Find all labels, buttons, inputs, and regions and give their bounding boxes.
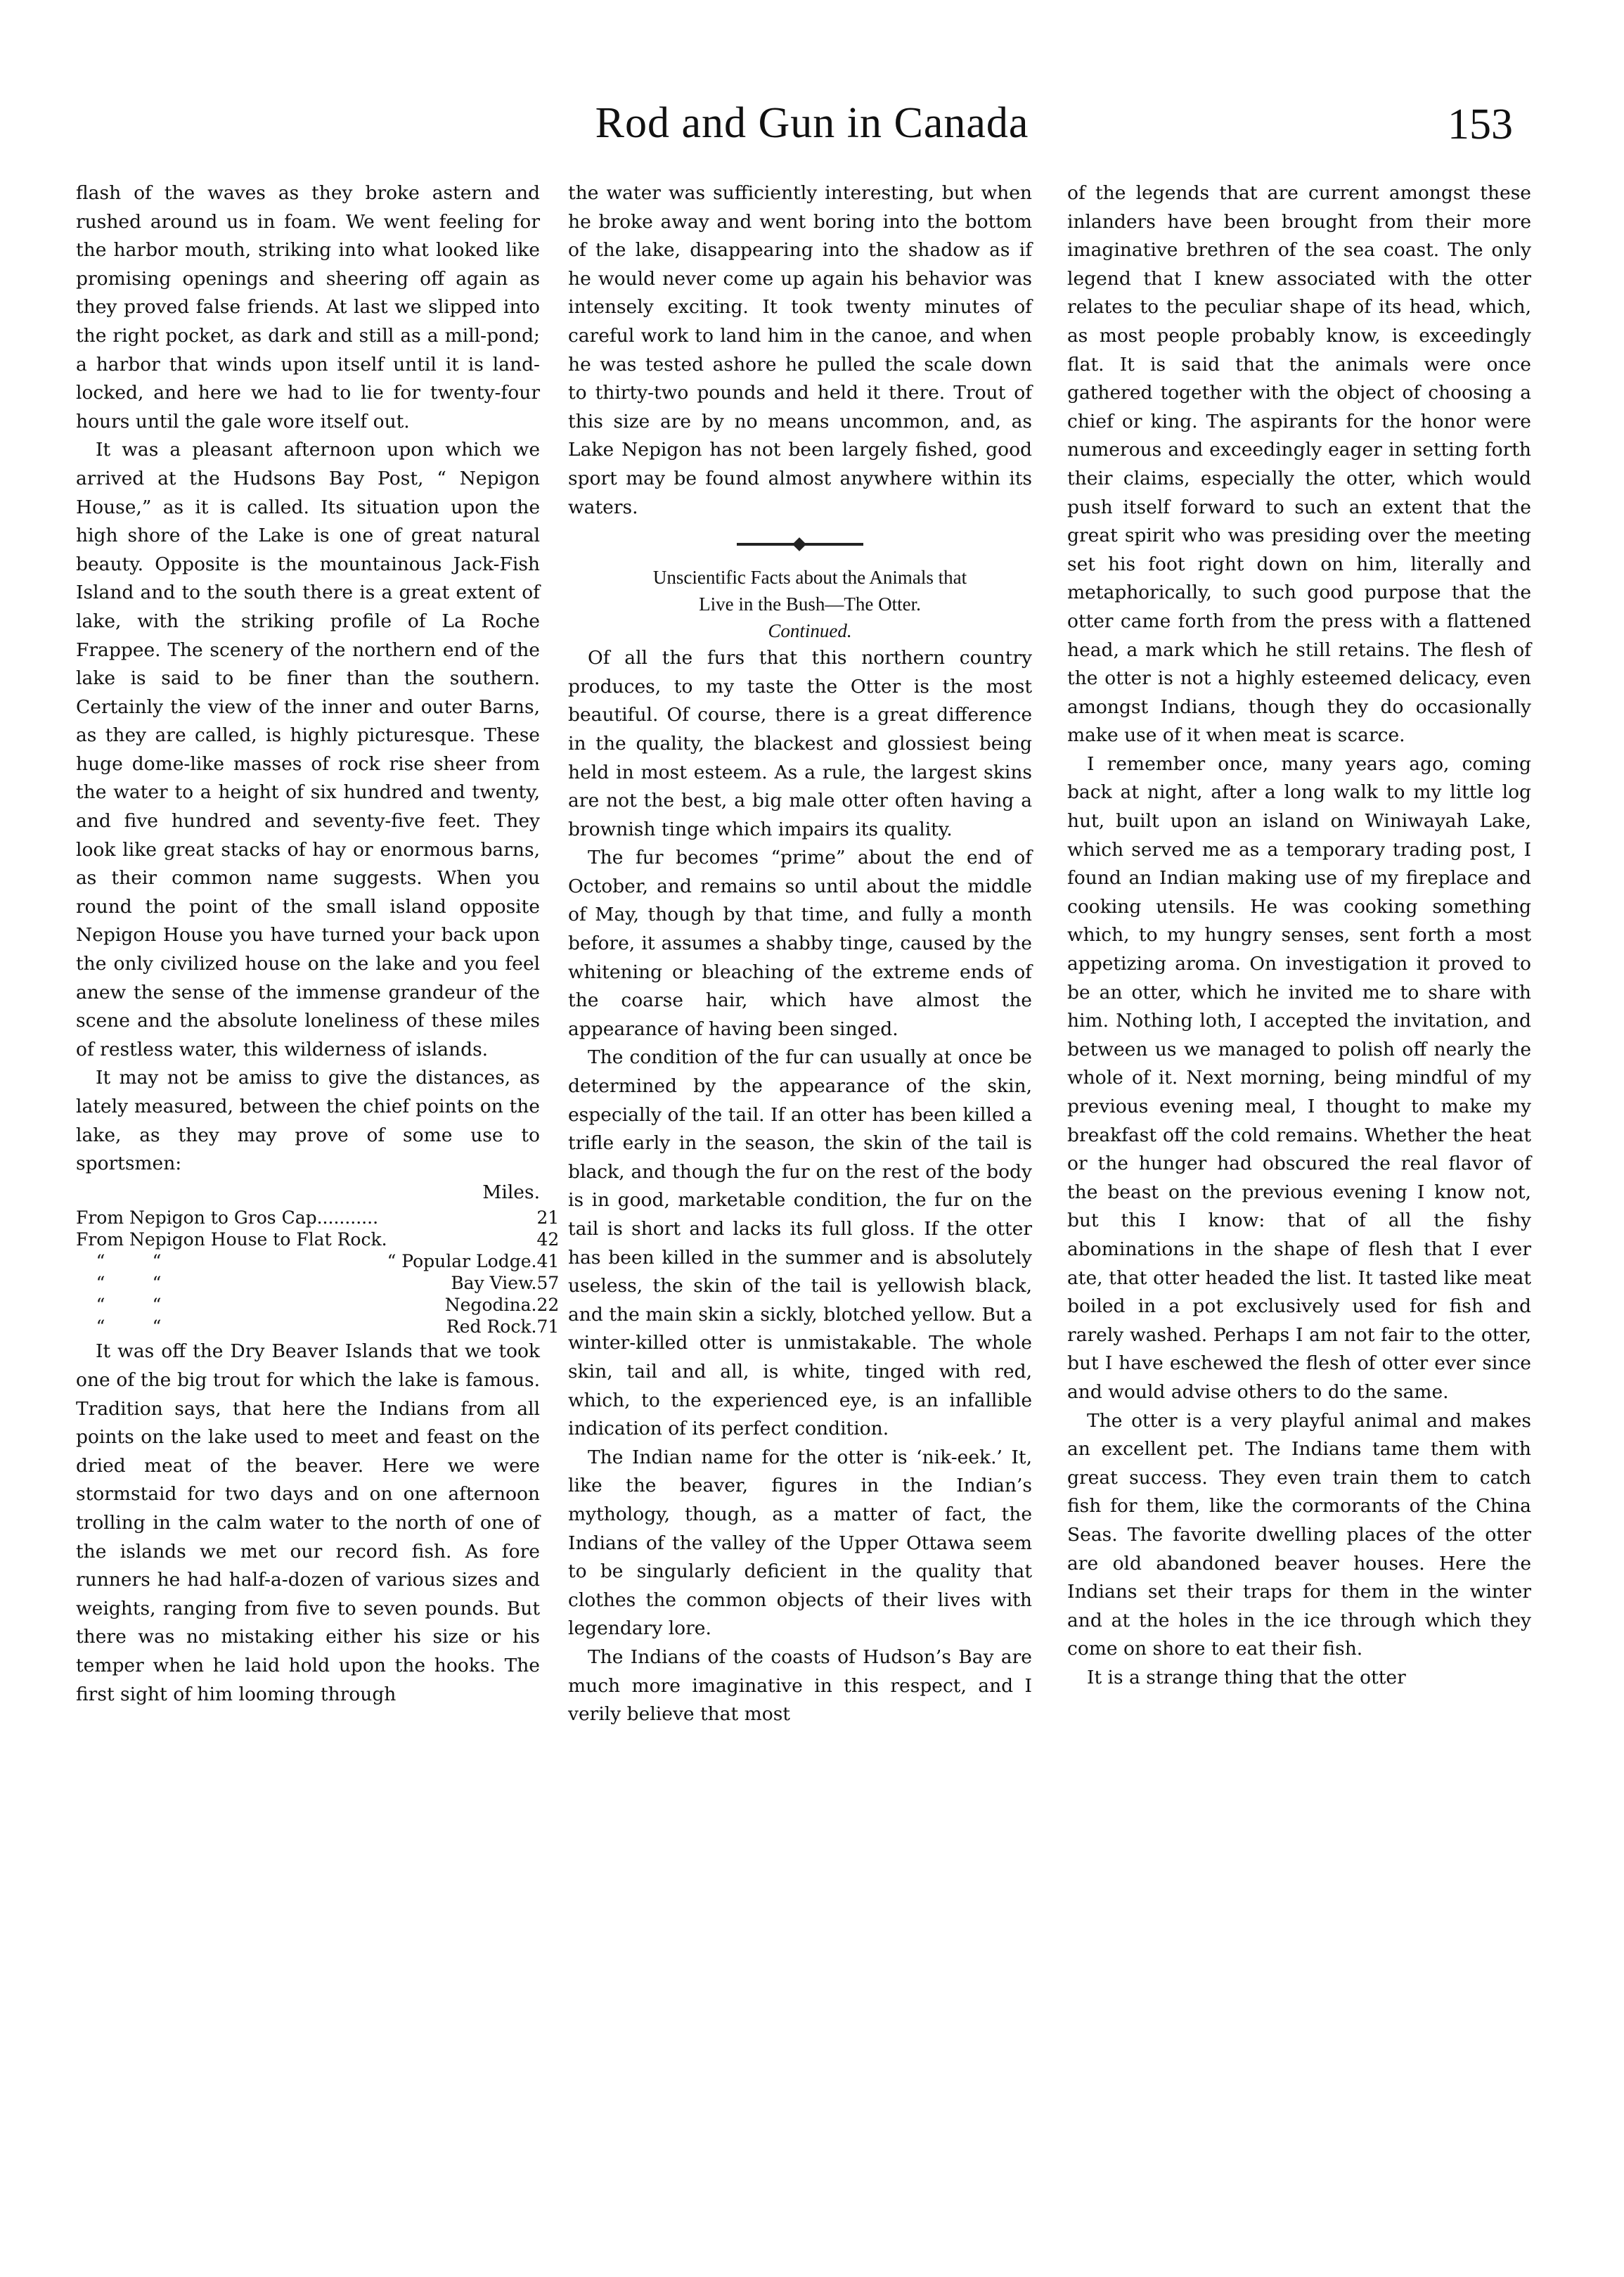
table-cell: “ “ bbox=[96, 1316, 162, 1338]
paragraph: of the legends that are current amongst these inlanders have been brought from their more imaginative brethren of the sea coast. The only legend that I knew associated with the otter relates to the peculiar shape of its head, which, as most people probably know, is exceedingly flat. It is said that the animals were once gathered together with the object of choosing a chief or king. The aspirants for the honor were numerous and exceedingly eager in setting forth their claims, especially the otter, which would push itself forward to such an extent that the great spirit who was presiding over the meeting set his foot right down on him, literally and metaphorically, to such good purpose that the otter came forth from the press with a flattened head, a mark which he still retains. The flesh of the otter is not a highly esteemed delicacy, even amongst Indians, though they do occasionally make use of it when meat is scarce. bbox=[1067, 182, 1531, 747]
paragraph: flash of the waves as they broke astern and rushed around us in foam. We went feeling for the harbor mouth, striking into what looked like promising openings and sheering off again as they proved false friends. At last we slipped into the right pocket, as dark and still as a mill-pond; a harbor that winds upon itself until it is land-locked, and here we had to lie for twenty-four hours until the gale wore itself out. bbox=[76, 182, 540, 432]
table-row bbox=[76, 1229, 559, 1250]
table-cell: Bay View. bbox=[451, 1273, 537, 1294]
paragraph: Of all the furs that this northern country produces, to my taste the Otter is the most beautiful. Of course, there is a great difference in the quality, the blackest and glossiest being held in most esteem. As a rule, the largest skins are not the best, a big male otter often having a brownish tinge which impairs its quality. bbox=[568, 647, 1032, 840]
paragraph: It was a pleasant afternoon upon which we arrived at the Hudsons Bay Post, “ Nepigon House,” as it is called. Its situation upon the high shore of the Lake is one of great natural beauty. Opposite is the mountainous Jack-Fish Island and to the south there is a great extent of lake, with the striking profile of La Roche Frappee. The scenery of the northern end of the lake is said to be finer than the southern. Certainly the view of the inner and outer Barns, as they are called, is highly picturesque. These huge dome-like masses of rock rise sheer from the water to a height of six hundred and twenty, and five hundred and seventy-five feet. They look like great stacks of hay or enormous barns, as their common name suggests. When you round the point of the small island opposite Nepigon House you have turned your back upon the only civilized house on the lake and you feel anew the sense of the immense grandeur of the scene and the absolute loneliness of these miles of restless water, this wilderness of islands. bbox=[76, 439, 540, 1060]
section-title: Unscientific Facts about the Animals that bbox=[652, 567, 967, 589]
paragraph: I remember once, many years ago, coming back at night, after a long walk to my little log hut, built upon an island on Winiwayah Lake, which served me as a temporary trading post, I found an Indian making use of my fireplace and cooking utensils. He was cooking something which, to my hungry senses, sent forth a most appetizing aroma. On investigation it proved to be an otter, which he invited me to share with him. Nothing loth, I accepted the invitation, and between us we managed to polish off nearly the whole of it. Next morning, being mindful of my previous evening meal, I thought to make my breakfast off the cold remains. Whether the heat or the hunger had obscured the real flavor of the beast on the previous evening I know not, but this I know: that of all the fishy abominations in the shape of flesh that I ever ate, that otter headed the list. It tasted like meat boiled in a pot exclusively used for fish and rarely washed. Perhaps I am not fair to the otter, but I have eschewed the flesh of otter ever since and would advise others to do the same. bbox=[1067, 752, 1531, 1403]
paragraph: the water was sufficiently interesting, but when he broke away and went boring into the bottom of the lake, disappearing into the shadow as if he would never come up again his behavior was intensely exciting. It took twenty minutes of careful work to land him in the canoe, and when he was tested ashore he pulled the scale down to thirty-two pounds and held it there. Trout of this size are by no means uncommon, and, as Lake Nepigon has not been largely fished, good sport may be found almost anywhere within its waters. bbox=[568, 182, 1032, 518]
table-cell: 21 bbox=[536, 1207, 560, 1229]
paragraph: The Indians of the coasts of Hudson’s Bay are much more imaginative in this respect, and I verily believe that most bbox=[568, 1646, 1032, 1726]
table-cell: “ “ bbox=[96, 1251, 162, 1272]
table-cell: From Nepigon to Gros Cap........... bbox=[76, 1207, 379, 1229]
table-cell: “ “ bbox=[96, 1273, 162, 1294]
distance-table bbox=[76, 1207, 559, 1338]
table-cell: 57 bbox=[536, 1273, 560, 1294]
paragraph: The otter is a very playful animal and makes an excellent pet. The Indians tame them with great success. They even train them to catch fish for them, like the cormorants of the China Seas. The favorite dwelling places of the otter are old abandoned beaver houses. Here the Indians set their traps for them in the winter and at the holes in the ice through which they come on shore to eat their fish. bbox=[1067, 1409, 1531, 1660]
table-row bbox=[76, 1316, 559, 1338]
table-cell bbox=[387, 1207, 537, 1229]
table-row bbox=[76, 1272, 559, 1294]
paragraph: The Indian name for the otter is ‘nik-eek.’ It, like the beaver, figures in the Indian’s mythology, though, as a matter of fact, the Indians of the valley of the Upper Ottawa seem to be singularly deficient in the quality that clothes the common objects of their lives with legendary lore. bbox=[568, 1446, 1032, 1640]
column-left bbox=[76, 179, 560, 1709]
journal-title: Rod and Gun in Canada bbox=[595, 99, 1029, 147]
table-row bbox=[76, 1207, 559, 1229]
table-cell: 41 bbox=[536, 1251, 560, 1272]
table-row bbox=[76, 1250, 559, 1272]
section-divider bbox=[737, 543, 863, 546]
table-cell: 22 bbox=[536, 1295, 560, 1316]
miles-heading: Miles. bbox=[482, 1181, 540, 1203]
table-cell: Red Rock. bbox=[446, 1316, 537, 1338]
paragraph: It is a strange thing that the otter bbox=[1087, 1666, 1406, 1688]
paragraph: The condition of the fur can usually at once be determined by the appearance of the skin, especially of the tail. If an otter has been killed a trifle early in the season, the skin of the tail is black, and though the fur on the rest of the body is in good, marketable condition, the fur on the tail is short and lacks its full gloss. If the otter has been killed in the summer and is absolutely useless, the skin of the tail is yellowish black, and the main skin a sickly, blotched yellow. But a winter-killed otter is unmistakable. The whole skin, tail and all, is white, tinged with red, which, to the experienced eye, is an infallible indication of its perfect condition. bbox=[568, 1046, 1032, 1440]
section-subtitle: Continued. bbox=[768, 620, 852, 642]
table-cell: “ “ bbox=[96, 1295, 162, 1316]
page-number: 153 bbox=[1448, 101, 1513, 148]
table-cell: Negodina. bbox=[444, 1295, 537, 1316]
table-cell: 71 bbox=[536, 1316, 560, 1338]
section-title: Live in the Bush—The Otter. bbox=[699, 594, 921, 615]
table-cell bbox=[387, 1229, 537, 1250]
table-cell: “ Popular Lodge. bbox=[387, 1251, 537, 1272]
paragraph: It may not be amiss to give the distances, as lately measured, between the chief points on the lake, as they may prove of some use to sportsmen: bbox=[76, 1067, 540, 1175]
paragraph: The fur becomes “prime” about the end of October, and remains so until about the middle of May, though by that time, and fully a month before, it assumes a shabby tinge, caused by the whitening or bleaching of the extreme ends of the coarse hair, which have almost the appearance of having been singed. bbox=[568, 847, 1032, 1040]
column-middle bbox=[568, 179, 1032, 1729]
column-right bbox=[1067, 179, 1531, 1692]
table-cell: 42 bbox=[536, 1229, 560, 1250]
table-cell: From Nepigon House to Flat Rock. bbox=[76, 1229, 387, 1250]
table-row bbox=[76, 1294, 559, 1316]
paragraph: It was off the Dry Beaver Islands that we took one of the big trout for which the lake is famous. Tradition says, that here the Indians from all points on the lake used to meet and feast on the dried meat of the beaver. Here we were stormstaid for two days and on one afternoon trolling in the calm water to the north of one of the islands we met our record fish. As fore runners he had half-a-dozen of various sizes and weights, ranging from five to seven pounds. But there was no mistaking either his size or his temper when he laid hold upon the hooks. The first sight of him looming through bbox=[76, 1340, 540, 1705]
page-header bbox=[0, 98, 1624, 176]
